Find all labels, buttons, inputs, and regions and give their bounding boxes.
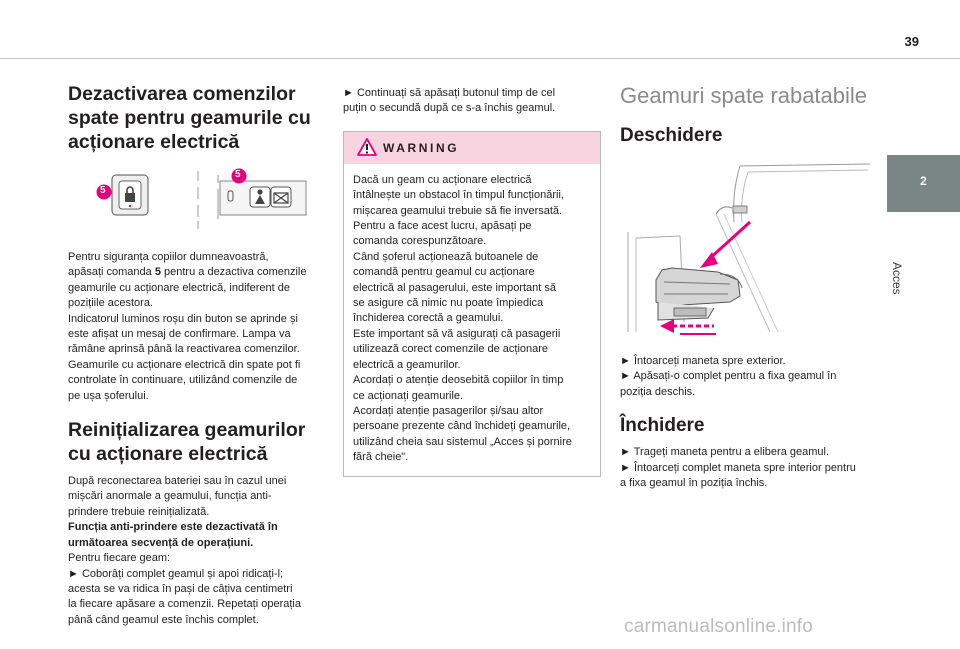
text-line: este afișat un mesaj de confirmare. Lampa va (68, 328, 291, 341)
closing-steps (620, 445, 880, 491)
text-line: puțin o secundă după ce s-a închis geamul. (343, 102, 556, 115)
text-line: închiderea corectă a geamului. (353, 312, 504, 325)
text-line: persoane prezente când închideți geamurile, (353, 420, 571, 433)
column-middle (343, 82, 601, 477)
text-line: Este important să vă asigurați că pasagerii (353, 327, 561, 340)
text-line: geamurile cu acționare electrică, indiferent de (68, 281, 290, 294)
step-item: ► Apăsați-o complet pentru a fixa geamul în (620, 370, 837, 383)
warning-box (343, 131, 601, 477)
step-item: ► Trageți maneta pentru a elibera geamul. (620, 446, 830, 459)
control-ref: 5 (154, 266, 161, 279)
step-item: ► Întoarceți complet maneta spre interior pentru (620, 461, 856, 474)
warning-text (353, 173, 591, 466)
text-line: Indicatorul luminos roșu din buton se aprinde și (68, 312, 298, 325)
column-right (620, 82, 880, 491)
chapter-label (887, 212, 960, 295)
heading-disable-rear-controls (68, 82, 326, 154)
paragraph-child-safety (68, 250, 326, 404)
text-line: utilizează corect comenzile de acționare (353, 343, 549, 356)
heading-line: cu acționare electrică (68, 443, 268, 466)
text-line: întâlnește un obstacol în timpul funcționării, (353, 189, 564, 202)
text-line: Când șoferul acționează butoanele de (353, 250, 539, 263)
text-line: Geamurile cu acționare electrică din spate pot fi (68, 358, 301, 371)
paragraph-reinit (68, 474, 326, 628)
heading-reinit-windows (68, 418, 326, 466)
text-line: pe ușa șoferului. (68, 389, 149, 402)
chapter-tab-number: 2 (920, 174, 927, 188)
heading-closing: Închidere (620, 415, 705, 437)
text-line: următoarea secvență de operațiuni. (68, 536, 254, 549)
text-line: electrică al pasagerului, este important să (353, 281, 556, 294)
text-line: controlate în continuare, utilizând comenzile de (68, 374, 298, 387)
text-line: se asigure că nimic nu poate împiedica (353, 297, 544, 310)
heading-line: spate pentru geamurile cu (68, 107, 311, 129)
heading-line: acționare electrică (68, 131, 240, 153)
chapter-label-text: Acces (890, 262, 904, 295)
heading-line: Reinițializarea geamurilor (68, 419, 306, 442)
text-line: Acordați atenție pasagerilor și/sau altor (353, 404, 544, 417)
text-line: Pentru fiecare geam: (68, 552, 171, 565)
text-line: comanda corespunzătoare. (353, 235, 487, 248)
text-line: acesta se va ridica în pași de câțiva centimetri (68, 582, 293, 595)
text-line: la fiecare apăsare a comenzii. Repetați operația (68, 598, 301, 611)
column-left (68, 82, 326, 628)
chapter-tab[interactable] (887, 155, 960, 212)
text-line: Dacă un geam cu acționare electrică (353, 173, 532, 186)
opening-steps (620, 354, 880, 400)
text-line: utilizând cheia sau sistemul „Acces și pornire (353, 435, 572, 448)
page-number: 39 (904, 34, 919, 49)
child-lock-illustration (68, 167, 326, 231)
window-latch-illustration (620, 162, 880, 340)
text-line: Acordați o atenție deosebită copiilor în timp (353, 374, 564, 387)
warning-header (344, 132, 600, 164)
text-line: pentru a dezactiva comenzile (160, 266, 307, 279)
text-line: Funcția anti-prindere este dezactivată în (68, 521, 278, 534)
step-item: ► Continuați să apăsați butonul timp de cel (343, 87, 556, 99)
text-line: prindere trebuie reinițializată. (68, 505, 210, 518)
callout-5-right: 5 (235, 169, 241, 180)
warning-body (344, 164, 600, 476)
site-watermark: carmanualsonline.info (624, 616, 814, 637)
text-line: Pentru a face acest lucru, apăsați pe (353, 220, 532, 233)
text-line: a fixa geamul în poziția închis. (620, 477, 768, 490)
text-line: apăsați comanda (68, 266, 155, 279)
header-rule (0, 58, 960, 59)
text-line: poziția deschis. (620, 385, 696, 398)
heading-opening: Deschidere (620, 125, 723, 146)
text-line: rămâne aprinsă până la reactivarea comenzilor. (68, 343, 300, 356)
text-line: mișcări anormale a geamului, funcția anti- (68, 490, 272, 503)
text-line: fără cheie". (353, 451, 409, 464)
paragraph-continue-press (343, 86, 601, 117)
text-line: comandă pentru geamul cu acționare (353, 266, 535, 279)
child-lock-button-figure (68, 167, 326, 231)
step-item: ► Coborâți complet geamul și apoi ridicați-l; (68, 567, 284, 580)
text-line: După reconectarea bateriei sau în cazul unei (68, 475, 287, 488)
warning-triangle-icon (357, 138, 377, 161)
heading-line: Dezactivarea comenzilor (68, 83, 296, 105)
step-item: ► Întoarceți maneta spre exterior. (620, 355, 786, 367)
text-line: până când geamul este închis complet. (68, 613, 259, 626)
window-latch-figure (620, 162, 880, 340)
warning-title: WARNING (383, 140, 460, 155)
text-line: mișcarea geamului trebuie să fie inversată. (353, 204, 563, 217)
callout-5-left: 5 (100, 185, 106, 196)
text-line: Pentru siguranța copiilor dumneavoastră, (68, 251, 269, 263)
text-line: electrică a geamurilor. (353, 358, 461, 371)
text-line: pozițiile acestora. (68, 297, 153, 310)
text-line: ce acționați geamurile. (353, 389, 464, 402)
heading-rear-hinged-windows: Geamuri spate rabatabile (620, 83, 868, 108)
